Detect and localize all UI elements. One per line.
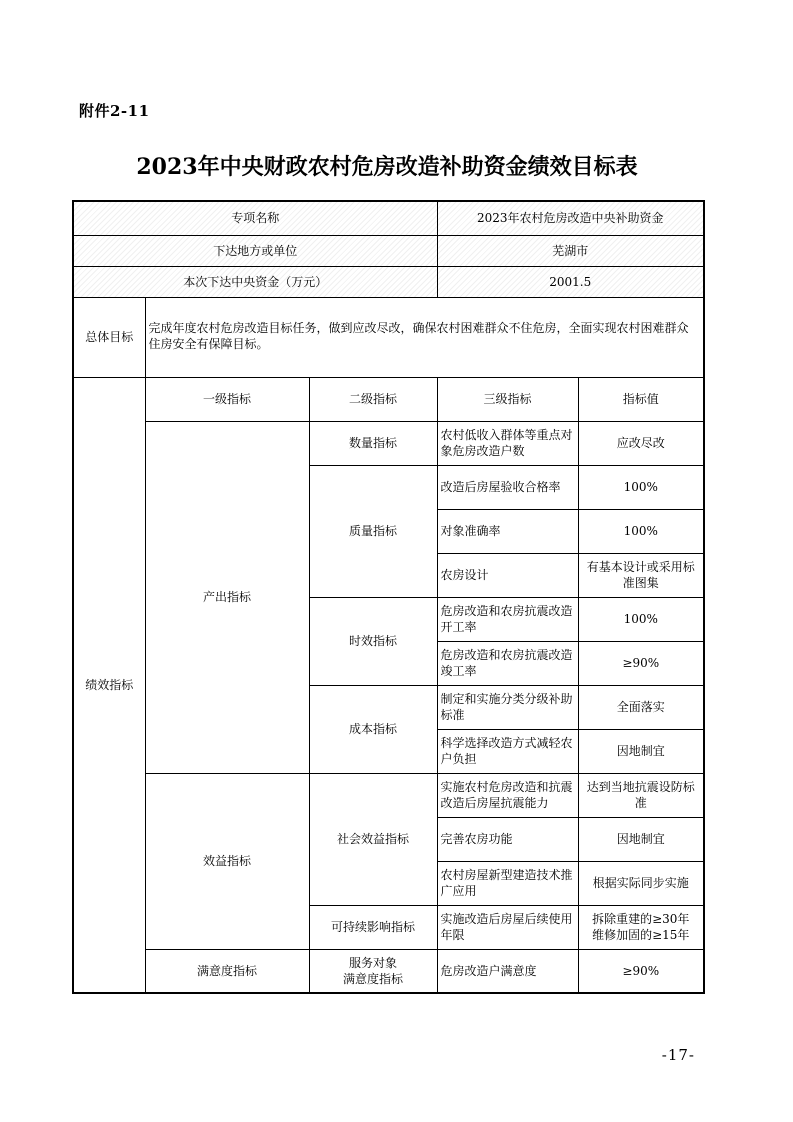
- attachment-number: 附件2-11: [79, 102, 150, 120]
- page-title: 2023年中央财政农村危房改造补助资金绩效目标表: [136, 154, 638, 180]
- level2-timeliness: 时效指标: [309, 597, 437, 685]
- indicator-value: 因地制宜: [578, 729, 704, 773]
- level1-benefit: 效益指标: [145, 773, 309, 949]
- performance-indicators-label: 绩效指标: [73, 377, 145, 993]
- indicator-cell: 完善农房功能: [437, 817, 578, 861]
- level2-quantity: 数量指标: [309, 421, 437, 465]
- indicator-value: 达到当地抗震设防标准: [578, 773, 704, 817]
- indicator-cell: 危房改造和农房抗震改造开工率: [437, 597, 578, 641]
- performance-table: [72, 200, 705, 994]
- indicator-cell: 实施改造后房屋后续使用年限: [437, 905, 578, 949]
- column-header-level1: 一级指标: [145, 377, 309, 421]
- indicator-value: 100%: [578, 509, 704, 553]
- indicator-value: ≥90%: [578, 949, 704, 993]
- indicator-cell: 农房设计: [437, 553, 578, 597]
- level1-satisfaction: 满意度指标: [145, 949, 309, 993]
- project-name-value: 2023年农村危房改造中央补助资金: [437, 201, 704, 235]
- level2-cost: 成本指标: [309, 685, 437, 773]
- indicator-cell: 科学选择改造方式减轻农户负担: [437, 729, 578, 773]
- indicator-cell: 危房改造户满意度: [437, 949, 578, 993]
- level2-sustain: 可持续影响指标: [309, 905, 437, 949]
- indicator-cell: 对象准确率: [437, 509, 578, 553]
- page-number: -17-: [661, 1046, 695, 1064]
- overall-goal-label: 总体目标: [73, 297, 145, 377]
- indicator-cell: 改造后房屋验收合格率: [437, 465, 578, 509]
- level2-service: 服务对象 满意度指标: [309, 949, 437, 993]
- indicator-value: 根据实际同步实施: [578, 861, 704, 905]
- column-header-level2: 二级指标: [309, 377, 437, 421]
- region-label: 下达地方或单位: [73, 235, 437, 266]
- indicator-value: ≥90%: [578, 641, 704, 685]
- overall-goal-text: 完成年度农村危房改造目标任务，做到应改尽改，确保农村困难群众不住危房，全面实现农村困难群众住房安全有保障目标。: [145, 297, 704, 377]
- indicator-value: 全面落实: [578, 685, 704, 729]
- indicator-value: 100%: [578, 597, 704, 641]
- indicator-value: 应改尽改: [578, 421, 704, 465]
- indicator-value: 拆除重建的≥30年 维修加固的≥15年: [578, 905, 704, 949]
- region-value: 芜湖市: [437, 235, 704, 266]
- level2-quality: 质量指标: [309, 465, 437, 597]
- funds-value: 2001.5: [437, 266, 704, 297]
- indicator-value: 100%: [578, 465, 704, 509]
- indicator-value: 因地制宜: [578, 817, 704, 861]
- funds-label: 本次下达中央资金（万元）: [73, 266, 437, 297]
- indicator-cell: 农村低收入群体等重点对象危房改造户数: [437, 421, 578, 465]
- project-name-label: 专项名称: [73, 201, 437, 235]
- indicator-cell: 危房改造和农房抗震改造竣工率: [437, 641, 578, 685]
- level2-social: 社会效益指标: [309, 773, 437, 905]
- indicator-cell: 实施农村危房改造和抗震改造后房屋抗震能力: [437, 773, 578, 817]
- column-header-value: 指标值: [578, 377, 704, 421]
- indicator-cell: 农村房屋新型建造技术推广应用: [437, 861, 578, 905]
- column-header-level3: 三级指标: [437, 377, 578, 421]
- indicator-value: 有基本设计或采用标准图集: [578, 553, 704, 597]
- indicator-cell: 制定和实施分类分级补助标准: [437, 685, 578, 729]
- level1-output: 产出指标: [145, 421, 309, 773]
